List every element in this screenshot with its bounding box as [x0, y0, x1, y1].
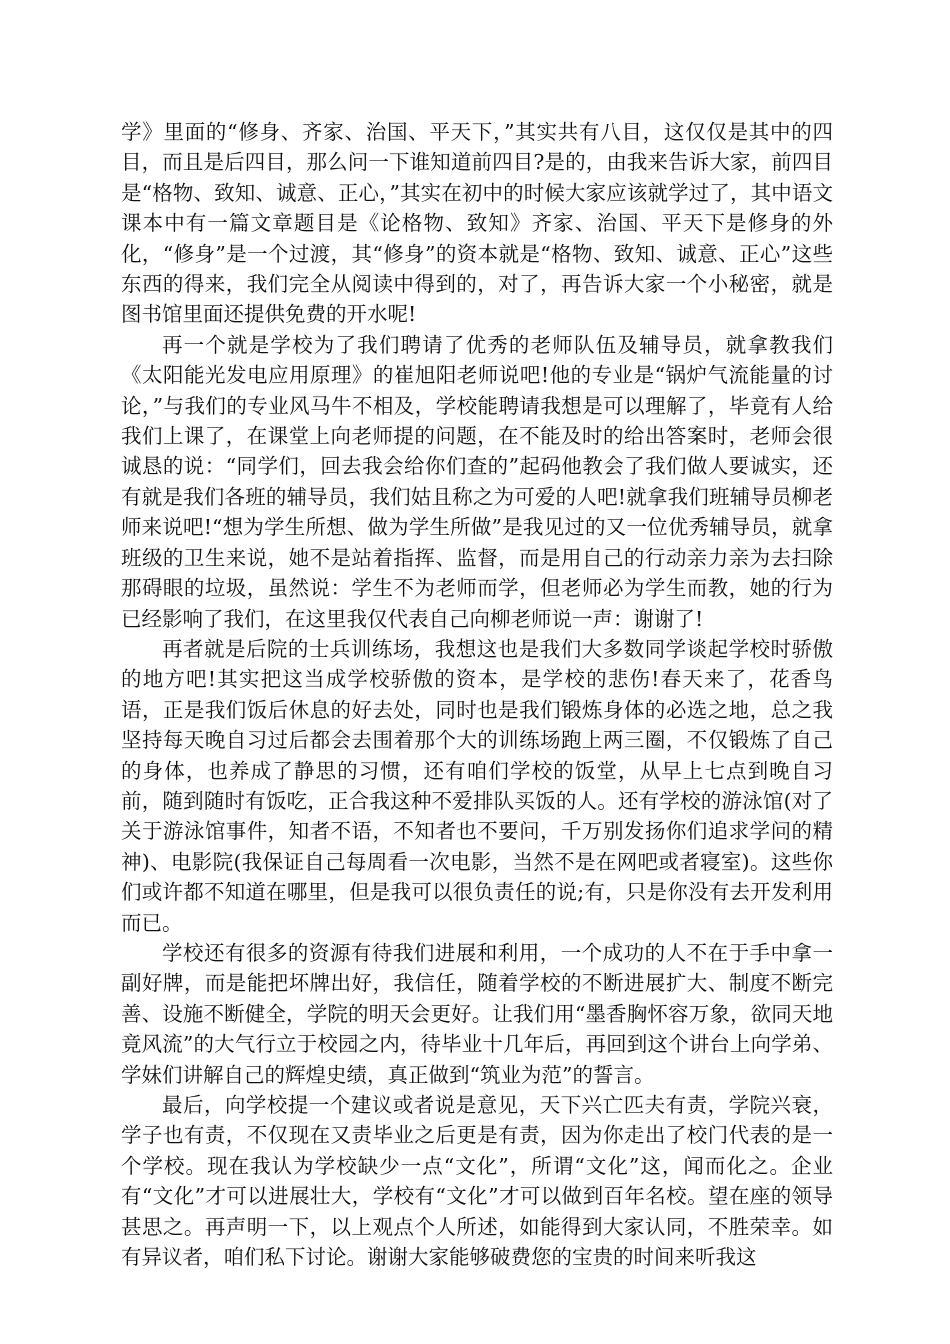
- paragraph-1: 学》里面的“修身、齐家、治国、平天下，”其实共有八目，这仅仅是其中的四目，而且是后四目，那么问一下谁知道前四目?是的，由我来告诉大家，前四目是“格物、致知、诚意、正心，”其实在初中的时候大家应该就学过了，其中语文课本中有一篇文章题目是《论格物、致知》齐家、治国、平天下是修身的外化，“修身”是一个过渡，其“修身”的资本就是“格物、致知、诚意、正心”这些东西的得来，我们完全从阅读中得到的，对了，再告诉大家一个小秘密，就是图书馆里面还提供免费的开水呢!: [121, 120, 833, 327]
- document-page: [121, 117, 833, 1272]
- paragraph-5: 最后，向学校提一个建议或者说是意见，天下兴亡匹夫有责，学院兴衰，学子也有责，不仅现在又责毕业之后更是有责，因为你走出了校门代表的是一个学校。现在我认为学校缺少一点“文化”，所谓“文化”这，闻而化之。企业有“文化”才可以进展壮大，学校有“文化”才可以做到百年名校。望在座的领导甚思之。再声明一下，以上观点个人所述，如能得到大家认同，不胜荣幸。如有异议者，咱们私下讨论。谢谢大家能够破费您的宝贵的时间来听我这: [121, 1093, 833, 1270]
- paragraph-3: 再者就是后院的士兵训练场，我想这也是我们大多数同学谈起学校时骄傲的地方吧!其实把这当成学校骄傲的资本，是学校的悲伤!春天来了，花香鸟语，正是我们饭后休息的好去处，同时也是我们锻炼身体的必选之地，总之我坚持每天晚自习过后都会去围着那个大的训练场跑上两三圈，不仅锻炼了自己的身体，也养成了静思的习惯，还有咱们学校的饭堂，从早上七点到晚自习前，随到随时有饭吃，正合我这种不爱排队买饭的人。还有学校的游泳馆(对了关于游泳馆事件，知者不语，不知者也不要问，千万别发扬你们追求学问的精神)、电影院(我保证自己每周看一次电影，当然不是在网吧或者寝室)。这些你们或许都不知道在哪里，但是我可以很负责任的说;有，只是你没有去开发利用而已。: [121, 636, 833, 935]
- paragraph-2: 再一个就是学校为了我们聘请了优秀的老师队伍及辅导员，就拿教我们《太阳能光发电应用原理》的崔旭阳老师说吧!他的专业是“锅炉气流能量的讨论，”与我们的专业风马牛不相及，学校能聘请我想是可以理解了，毕竟有人给我们上课了，在课堂上向老师提的问题，在不能及时的给出答案时，老师会很诚恳的说：“同学们，回去我会给你们查的”起码他教会了我们做人要诚实，还有就是我们各班的辅导员，我们姑且称之为可爱的人吧!就拿我们班辅导员柳老师来说吧!“想为学生所想、做为学生所做”是我见过的又一位优秀辅导员，就拿班级的卫生来说，她不是站着指挥、监督，而是用自己的行动亲力亲为去扫除那碍眼的垃圾，虽然说：学生不为老师而学，但老师必为学生而教，她的行为已经影响了我们，在这里我仅代表自己向柳老师说一声：谢谢了!: [121, 332, 833, 631]
- paragraph-4: 学校还有很多的资源有待我们进展和利用，一个成功的人不在于手中拿一副好牌，而是能把坏牌出好，我信任，随着学校的不断进展扩大、制度不断完善、设施不断健全，学院的明天会更好。让我们用“墨香胸怀容万象，欲同天地竟风流”的大气行立于校园之内，待毕业十几年后，再回到这个讲台上向学弟、学妹们讲解自己的辉煌史绩，真正做到“筑业为范”的誓言。: [121, 940, 833, 1087]
